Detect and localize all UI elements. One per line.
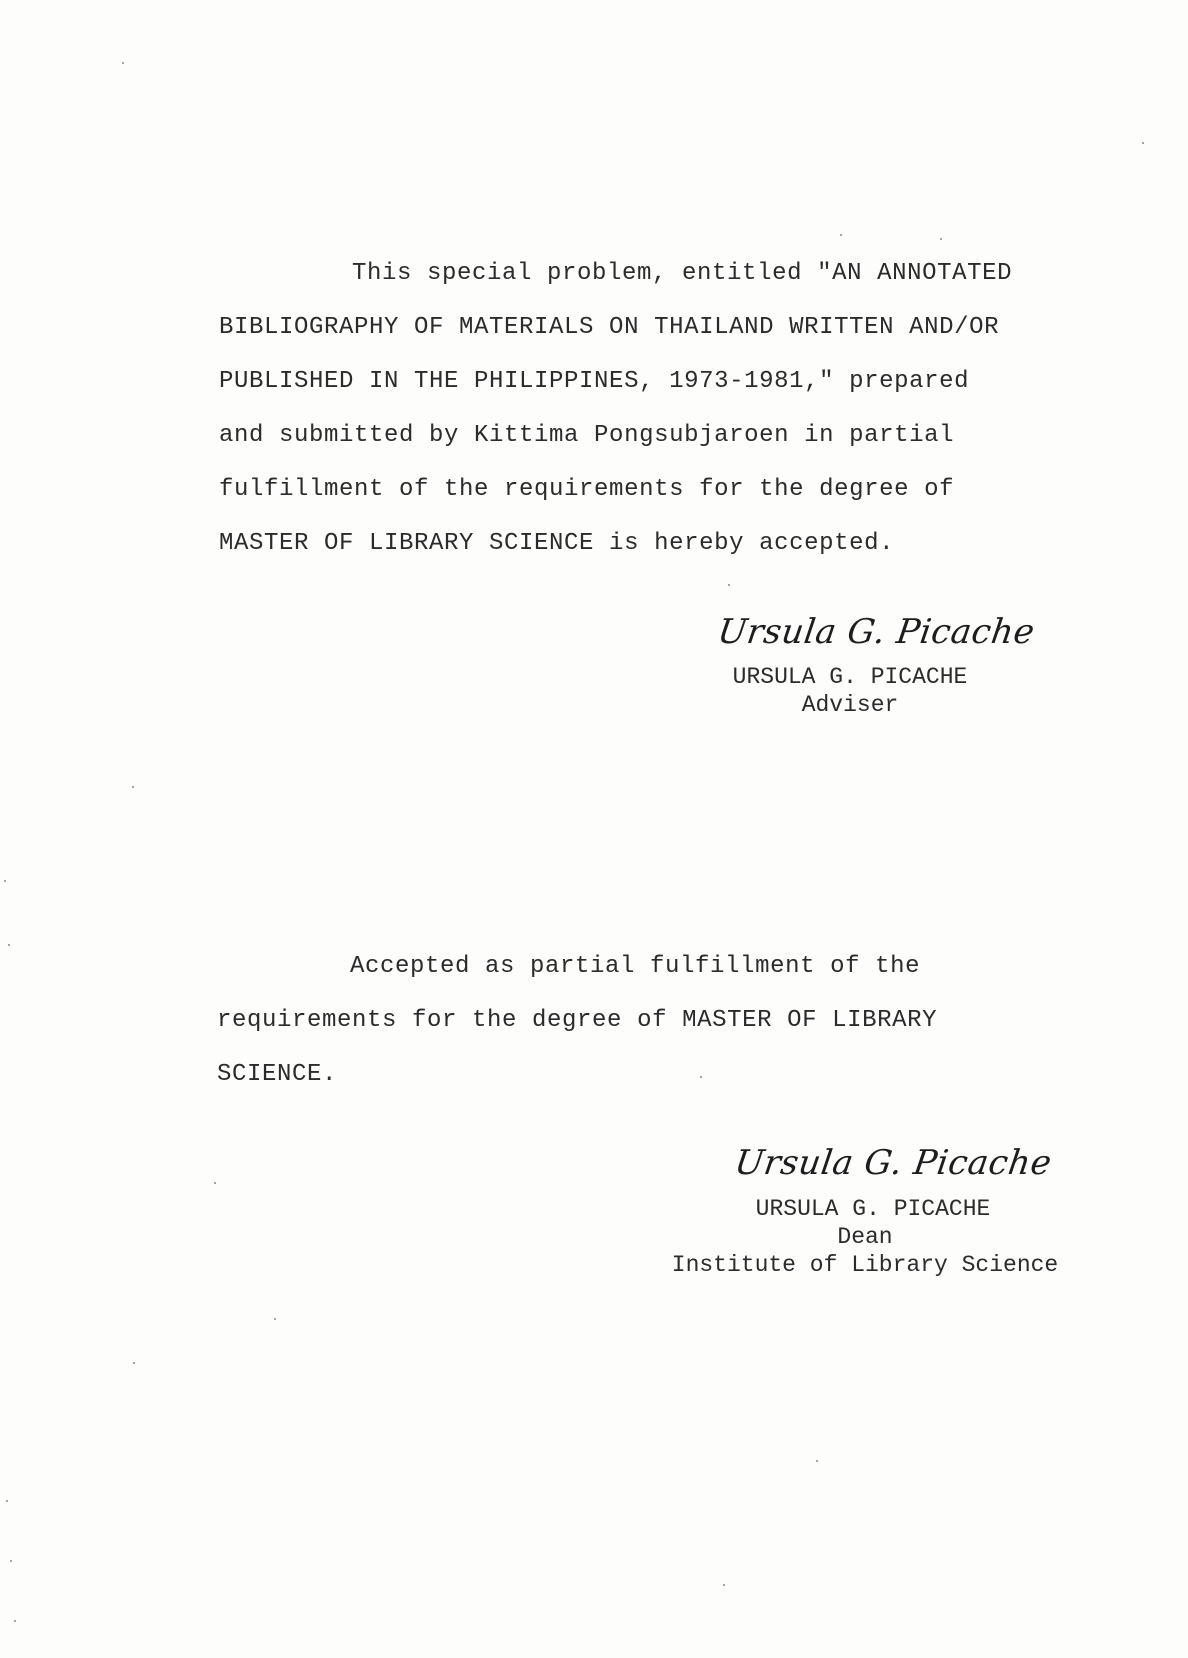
scan-speck xyxy=(14,1620,16,1622)
acceptance-line-2: BIBLIOGRAPHY OF MATERIALS ON THAILAND WRITTEN AND/OR xyxy=(219,314,1000,341)
scan-speck xyxy=(816,1460,818,1462)
adviser-title: Adviser xyxy=(801,692,899,718)
acceptance-line-5: fulfillment of the requirements for the degree of xyxy=(219,476,955,503)
adviser-signature: Ursula G. Picache xyxy=(715,612,1038,652)
scan-speck xyxy=(4,880,6,882)
scan-speck xyxy=(133,1362,135,1364)
acceptance-line-4: and submitted by Kittima Pongsubjaroen in partial xyxy=(219,422,955,449)
scan-speck xyxy=(728,584,730,586)
scan-speck xyxy=(274,1318,276,1320)
scan-speck xyxy=(940,238,942,240)
scan-speck xyxy=(700,1076,702,1078)
dean-institution: Institute of Library Science xyxy=(671,1252,1059,1278)
scan-speck xyxy=(6,1500,8,1502)
adviser-signature-block xyxy=(700,663,1000,719)
scan-speck xyxy=(132,786,134,788)
scan-speck xyxy=(10,1560,12,1562)
scan-speck xyxy=(214,1182,216,1184)
dean-title: Dean xyxy=(837,1224,893,1250)
scan-speck xyxy=(840,234,842,236)
scan-speck xyxy=(723,1584,725,1586)
acceptance2-line-1: Accepted as partial fulfillment of the xyxy=(350,953,921,980)
acceptance-line-6: MASTER OF LIBRARY SCIENCE is hereby accepted. xyxy=(219,530,895,557)
scan-speck xyxy=(8,944,10,946)
dean-signature-block xyxy=(640,1195,1090,1279)
acceptance-line-3: PUBLISHED IN THE PHILIPPINES, 1973-1981," prepared xyxy=(219,368,970,395)
scan-speck xyxy=(1142,142,1144,144)
acceptance2-line-3: SCIENCE. xyxy=(217,1061,338,1088)
scan-speck xyxy=(122,62,124,64)
dean-signature: Ursula G. Picache xyxy=(732,1143,1055,1183)
adviser-name: URSULA G. PICACHE xyxy=(732,664,968,690)
dean-name: URSULA G. PICACHE xyxy=(755,1196,991,1222)
acceptance-line-1: This special problem, entitled "AN ANNOTATED xyxy=(352,260,1013,287)
acceptance2-line-2: requirements for the degree of MASTER OF LIBRARY xyxy=(217,1007,938,1034)
